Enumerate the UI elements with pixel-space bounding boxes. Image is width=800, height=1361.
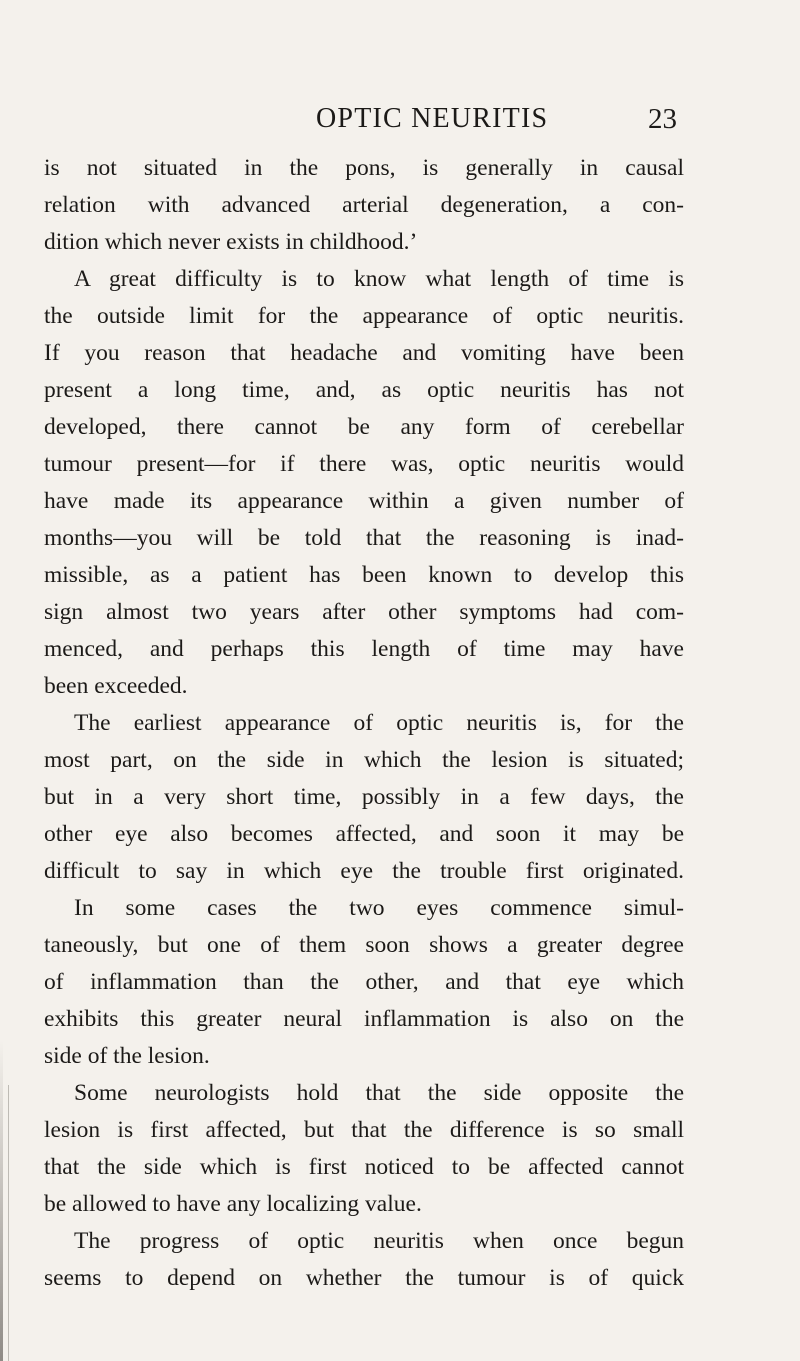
text-line: that the side which is first noticed to be affected cannot	[44, 1154, 684, 1180]
text-line: the outside limit for the appearance of optic neuritis.	[44, 303, 684, 329]
text-line: but in a very short time, possibly in a few days, the	[44, 784, 684, 810]
page-number: 23	[648, 103, 677, 135]
body-text	[44, 150, 684, 1297]
text-line: have made its appearance within a given number of	[44, 488, 684, 514]
text-line: of inflammation than the other, and that eye which	[44, 969, 684, 995]
text-line: The progress of optic neuritis when once begun	[74, 1228, 684, 1254]
text-line: The earliest appearance of optic neuritis is, for the	[74, 710, 684, 736]
text-line: other eye also becomes affected, and soon it may be	[44, 821, 684, 847]
text-line: side of the lesion.	[44, 1043, 210, 1069]
text-line: is not situated in the pons, is generally in causal	[44, 155, 684, 181]
binding-shadow	[0, 1040, 3, 1361]
text-line: developed, there cannot be any form of cerebellar	[44, 414, 684, 440]
text-line: tumour present—for if there was, optic neuritis would	[44, 451, 684, 477]
text-line: seems to depend on whether the tumour is of quick	[44, 1265, 684, 1291]
text-line: relation with advanced arterial degeneration, a con-	[44, 192, 684, 218]
text-line: difficult to say in which eye the trouble first originated.	[44, 858, 684, 884]
running-title: OPTIC NEURITIS	[316, 103, 549, 134]
running-head	[0, 103, 800, 143]
binding-edge	[8, 1085, 9, 1361]
text-line: been exceeded.	[44, 673, 188, 699]
text-line: be allowed to have any localizing value.	[44, 1191, 422, 1217]
text-line: missible, as a patient has been known to develop this	[44, 562, 684, 588]
text-line: Some neurologists hold that the side opposite the	[74, 1080, 684, 1106]
text-line: sign almost two years after other symptoms had com-	[44, 599, 684, 625]
text-line: menced, and perhaps this length of time may have	[44, 636, 684, 662]
text-line: In some cases the two eyes commence simul-	[74, 895, 684, 921]
text-line: months—you will be told that the reasoning is inad-	[44, 525, 684, 551]
text-line: lesion is first affected, but that the difference is so small	[44, 1117, 684, 1143]
text-line: taneously, but one of them soon shows a greater degree	[44, 932, 684, 958]
text-line: A great difficulty is to know what length of time is	[74, 266, 684, 292]
text-line: If you reason that headache and vomiting have been	[44, 340, 684, 366]
text-line: most part, on the side in which the lesion is situated;	[44, 747, 684, 773]
text-line: present a long time, and, as optic neuritis has not	[44, 377, 684, 403]
text-line: dition which never exists in childhood.’	[44, 229, 418, 255]
text-line: exhibits this greater neural inflammation is also on the	[44, 1006, 684, 1032]
